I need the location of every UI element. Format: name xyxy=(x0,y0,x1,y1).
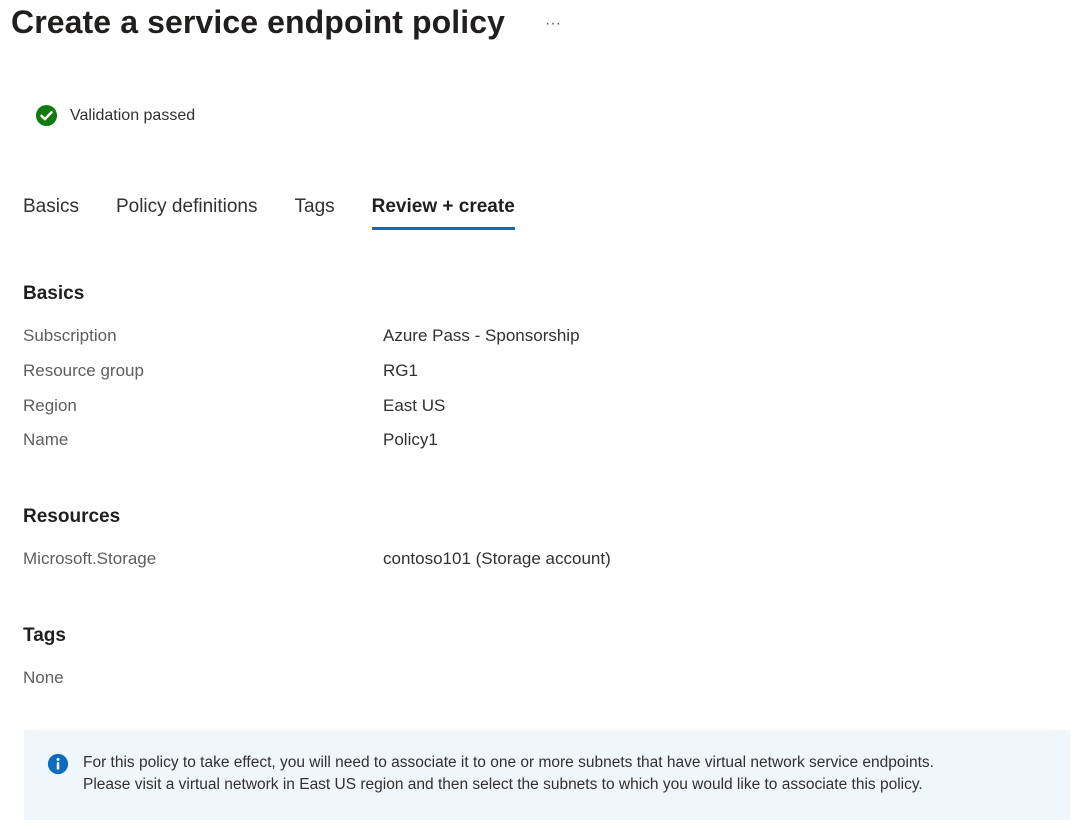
summary-row-resource-group xyxy=(23,361,923,381)
summary-label: Resource group xyxy=(23,361,144,380)
summary-value: Azure Pass - Sponsorship xyxy=(383,326,580,345)
wizard-tabs xyxy=(23,196,552,236)
tab-policy-definitions[interactable]: Policy definitions xyxy=(115,196,258,217)
section-title-resources: Resources xyxy=(23,506,121,527)
validation-text: Validation passed xyxy=(70,106,196,124)
summary-label: Region xyxy=(23,396,77,415)
page-title: Create a service endpoint policy xyxy=(11,3,506,40)
page-header xyxy=(11,0,565,44)
section-title-tags: Tags xyxy=(23,625,66,646)
tags-value: None xyxy=(23,668,64,687)
info-text-line: For this policy to take effect, you will need to associate it to one or more subnets that have virtual network service endpoints. xyxy=(83,754,934,771)
tab-tags[interactable]: Tags xyxy=(294,196,335,217)
info-message xyxy=(24,730,1070,820)
summary-row-microsoft-storage xyxy=(23,549,923,569)
check-circle-icon xyxy=(35,104,58,127)
summary-value: contoso101 (Storage account) xyxy=(383,549,611,568)
info-text xyxy=(83,752,934,796)
summary-value: East US xyxy=(383,396,446,415)
summary-value: RG1 xyxy=(383,361,418,380)
info-icon xyxy=(47,753,69,775)
summary-label: Microsoft.Storage xyxy=(23,549,157,568)
tab-basics[interactable]: Basics xyxy=(23,196,79,217)
summary-value: Policy1 xyxy=(383,430,438,449)
validation-status xyxy=(35,104,195,127)
section-title-basics: Basics xyxy=(23,283,85,304)
more-options-button[interactable]: ··· xyxy=(545,15,562,32)
summary-row-subscription xyxy=(23,326,923,346)
summary-row-name xyxy=(23,430,923,450)
tab-review-create[interactable]: Review + create xyxy=(372,196,515,230)
info-text-line: Please visit a virtual network in East US region and then select the subnets to which you would like to associate this policy. xyxy=(83,776,923,793)
summary-label: Subscription xyxy=(23,326,117,345)
summary-row-region xyxy=(23,396,923,416)
summary-label: Name xyxy=(23,430,69,449)
